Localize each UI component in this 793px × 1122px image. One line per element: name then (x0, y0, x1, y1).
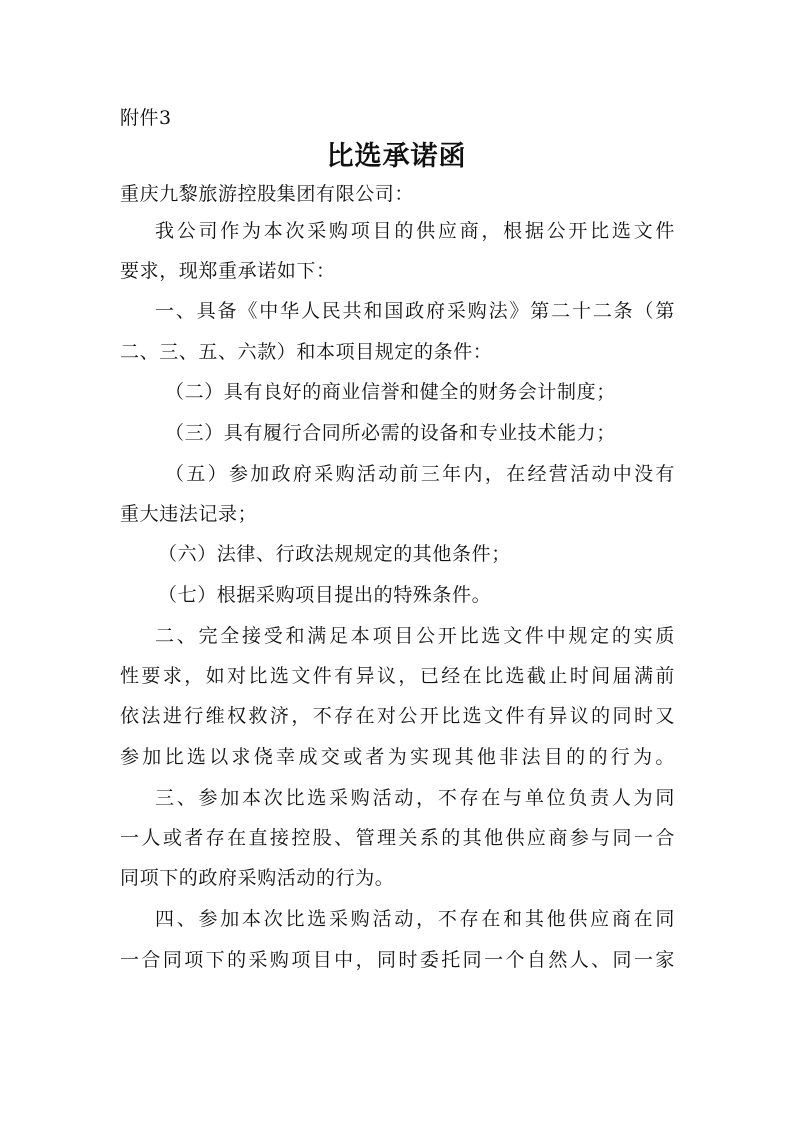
paragraph-line: 二、三、五、六款）和本项目规定的条件： (120, 341, 493, 363)
attachment-label: 附件3 (120, 107, 172, 129)
paragraph-line: 要求，现郑重承诺如下： (120, 260, 336, 282)
list-item: （五）参加政府采购活动前三年内，在经营活动中没有 (165, 463, 675, 485)
list-item: （七）根据采购项目提出的特殊条件。 (158, 584, 492, 606)
paragraph-line: 一合同项下的采购项目中，同时委托同一个自然人、同一家 (120, 949, 675, 971)
addressee: 重庆九黎旅游控股集团有限公司： (120, 183, 415, 205)
paragraph-line: 参加比选以求侥幸成交或者为实现其他非法目的的行为。 (120, 746, 675, 768)
paragraph-line: 二、完全接受和满足本项目公开比选文件中规定的实质 (155, 625, 675, 647)
paragraph-line: 四、参加本次比选采购活动，不存在和其他供应商在同 (155, 908, 675, 930)
page-title: 比选承诺函 (326, 141, 467, 172)
paragraph-line: 同项下的政府采购活动的行为。 (120, 867, 395, 889)
paragraph-line: 三、参加本次比选采购活动，不存在与单位负责人为同 (155, 787, 675, 809)
paragraph-line: 性要求，如对比选文件有异议，已经在比选截止时间届满前 (120, 665, 675, 687)
paragraph-line: 一人或者存在直接控股、管理关系的其他供应商参与同一合 (120, 827, 675, 849)
paragraph-line: 我公司作为本次采购项目的供应商，根据公开比选文件 (155, 220, 675, 242)
list-item: （二）具有良好的商业信誉和健全的财务会计制度； (165, 381, 616, 403)
list-item-continuation: 重大违法记录； (120, 503, 258, 525)
list-item: （三）具有履行合同所必需的设备和专业技术能力； (165, 422, 616, 444)
list-item: （六）法律、行政法规规定的其他条件； (158, 543, 511, 565)
paragraph-line: 一、具备《中华人民共和国政府采购法》第二十二条（第 (155, 300, 675, 322)
paragraph-line: 依法进行维权救济，不存在对公开比选文件有异议的同时又 (120, 705, 675, 727)
